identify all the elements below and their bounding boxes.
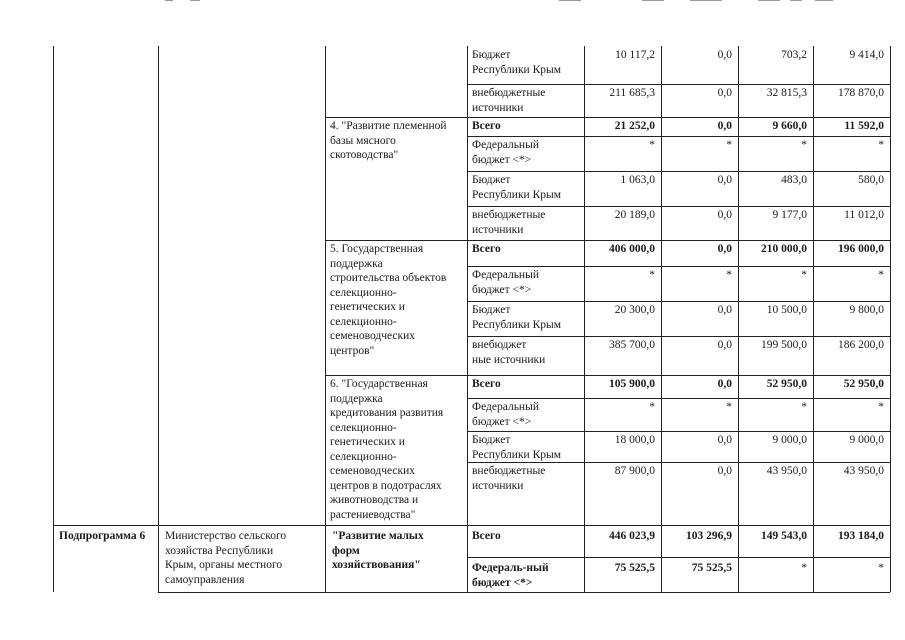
amount-cell: 211 685,3: [609, 87, 655, 99]
amount-cell: 105 900,0: [609, 378, 655, 390]
funding-source-line: Федераль-ный: [472, 562, 549, 574]
program-name-line: селекционно-: [330, 450, 397, 463]
program-name-line: семеноводческих: [330, 330, 416, 342]
row-divider: [467, 336, 890, 337]
program-name-line: базы мясного: [330, 134, 396, 147]
amount-cell: 703,2: [781, 49, 807, 61]
amount-cell: 0,0: [717, 243, 732, 255]
program-name-line: 6. "Государственная: [330, 378, 428, 390]
amount-cell: 9 000,0: [849, 434, 884, 446]
amount-cell: 0,0: [717, 465, 732, 477]
scan-mark: [642, 0, 664, 1]
amount-cell: 186 200,0: [838, 339, 884, 351]
scan-mark: [690, 0, 722, 1]
program-name-line: животноводства и: [330, 494, 419, 506]
amount-cell: 9 177,0: [772, 209, 807, 221]
funding-source-line: ные источники: [472, 353, 546, 366]
amount-cell: *: [801, 269, 807, 281]
funding-source-line: Республики Крым: [472, 63, 561, 76]
amount-cell: 0,0: [717, 87, 732, 99]
amount-cell: 52 950,0: [843, 378, 884, 390]
amount-cell: 10 500,0: [766, 304, 807, 316]
amount-cell: *: [726, 139, 732, 151]
amount-cell: *: [801, 401, 807, 413]
subprogram-label: Подпрограмма 6: [59, 530, 146, 542]
funding-source-line: внебюджетные: [472, 465, 546, 477]
amount-cell: 9 800,0: [849, 304, 884, 316]
amount-cell: 0,0: [717, 209, 732, 221]
amount-cell: 9 660,0: [772, 120, 807, 132]
funding-source-line: Федеральный: [472, 401, 539, 413]
col-divider: [738, 46, 739, 592]
subprogram-title-line: форм: [332, 544, 360, 557]
amount-cell: *: [726, 269, 732, 281]
funding-source-line: Бюджет: [472, 304, 511, 316]
program-name-line: семеноводческих: [330, 465, 416, 477]
amount-cell: 580,0: [858, 174, 884, 186]
program-name-line: поддержка: [330, 392, 383, 405]
scan-mark: [165, 0, 173, 1]
funding-source-line: Всего: [472, 243, 501, 255]
program-name-line: строительства объектов: [330, 272, 447, 284]
amount-cell: 10 117,2: [615, 49, 655, 61]
row-divider: [467, 398, 890, 399]
amount-cell: 21 252,0: [614, 120, 655, 132]
funding-source-line: бюджет <*>: [472, 576, 533, 589]
amount-cell: 210 000,0: [761, 243, 807, 255]
amount-cell: 20 300,0: [614, 304, 655, 316]
col-divider: [661, 46, 662, 592]
executor-line: Министерство сельского: [165, 530, 287, 542]
row-divider: [467, 462, 890, 463]
program-name-line: генетических и: [330, 301, 405, 313]
amount-cell: 52 950,0: [766, 378, 807, 390]
amount-cell: 178 870,0: [838, 87, 884, 99]
amount-cell: 20 189,0: [614, 209, 655, 221]
amount-cell: *: [878, 139, 884, 151]
amount-cell: 18 000,0: [614, 434, 655, 446]
amount-cell: *: [878, 269, 884, 281]
table-border-bottom: [158, 592, 890, 593]
funding-source-line: источники: [472, 223, 524, 236]
funding-source-line: Бюджет: [472, 49, 511, 61]
scan-mark: [790, 0, 802, 1]
amount-cell: 0,0: [717, 120, 732, 132]
funding-source-line: источники: [472, 479, 524, 492]
amount-cell: 0,0: [717, 339, 732, 351]
program-name-line: центров": [330, 344, 375, 357]
funding-source-line: Республики Крым: [472, 188, 561, 201]
funding-source-line: Федеральный: [472, 139, 539, 151]
funding-source-line: Всего: [472, 120, 501, 132]
subprogram-title-line: "Развитие малых: [332, 530, 424, 542]
funding-source-line: бюджет <*>: [472, 153, 532, 166]
program-name-line: растениеводства": [330, 508, 416, 521]
amount-cell: 0,0: [717, 174, 732, 186]
amount-cell: 196 000,0: [838, 243, 884, 255]
amount-cell: 483,0: [781, 174, 807, 186]
scan-mark: [559, 0, 581, 1]
amount-cell: 193 184,0: [838, 530, 884, 542]
amount-cell: 406 000,0: [609, 243, 655, 255]
funding-source-line: Всего: [472, 530, 501, 542]
program-name-line: кредитования развития: [330, 407, 444, 419]
row-divider: [467, 206, 890, 207]
amount-cell: 446 023,9: [609, 530, 655, 542]
col-divider: [158, 46, 159, 592]
amount-cell: *: [649, 401, 655, 413]
row-divider: [325, 117, 890, 118]
funding-source-line: Бюджет: [472, 434, 511, 446]
funding-source-line: Республики Крым: [472, 318, 561, 331]
funding-source-line: внебюджетные: [472, 87, 546, 99]
col-divider: [325, 46, 326, 592]
amount-cell: 0,0: [717, 49, 732, 61]
row-divider: [467, 171, 890, 172]
program-name-line: скотоводства": [330, 149, 399, 161]
amount-cell: 0,0: [717, 304, 732, 316]
amount-cell: 32 815,3: [766, 87, 807, 99]
program-name-line: селекционно-: [330, 286, 397, 299]
row-divider: [467, 301, 890, 302]
program-name-line: 4. "Развитие племенной: [330, 120, 447, 132]
amount-cell: 43 950,0: [843, 465, 884, 477]
subprogram-divider: [53, 525, 890, 526]
program-name-line: селекционно-: [330, 315, 397, 328]
amount-cell: *: [878, 562, 884, 574]
amount-cell: *: [649, 139, 655, 151]
funding-source-line: бюджет <*>: [472, 283, 532, 296]
amount-cell: 199 500,0: [761, 339, 807, 351]
row-divider: [467, 557, 890, 558]
program-name-line: центров в подотраслях: [330, 479, 442, 492]
amount-cell: 87 900,0: [614, 465, 655, 477]
amount-cell: *: [801, 139, 807, 151]
row-divider: [325, 240, 890, 241]
amount-cell: *: [726, 401, 732, 413]
row-divider: [325, 375, 890, 376]
amount-cell: 43 950,0: [766, 465, 807, 477]
amount-cell: 385 700,0: [609, 339, 655, 351]
row-divider: [467, 84, 890, 85]
amount-cell: *: [801, 562, 807, 574]
col-divider: [813, 46, 814, 592]
amount-cell: 75 525,5: [691, 562, 732, 574]
scan-mark: [815, 0, 833, 1]
subprogram-title-line: хозяйствования": [332, 559, 421, 571]
row-divider: [467, 136, 890, 137]
amount-cell: 11 592,0: [844, 120, 884, 132]
funding-source-line: источники: [472, 101, 524, 114]
amount-cell: 1 063,0: [620, 174, 655, 186]
amount-cell: 103 296,9: [686, 530, 732, 542]
amount-cell: 0,0: [717, 378, 732, 390]
table-border-left: [53, 46, 54, 592]
program-name-line: генетических и: [330, 436, 405, 448]
executor-line: хозяйства Республики: [165, 544, 274, 557]
amount-cell: *: [878, 401, 884, 413]
amount-cell: 9 414,0: [849, 49, 884, 61]
col-divider: [467, 46, 468, 592]
funding-source-line: Бюджет: [472, 174, 511, 186]
amount-cell: 149 543,0: [761, 530, 807, 542]
scan-mark: [758, 0, 780, 1]
program-name-line: селекционно-: [330, 421, 397, 434]
col-divider: [584, 46, 585, 592]
funding-source-line: бюджет <*>: [472, 415, 532, 428]
executor-line: самоуправления: [165, 573, 245, 586]
funding-source-line: внебюджет: [472, 339, 527, 351]
executor-line: Крым, органы местного: [165, 559, 283, 571]
funding-source-line: Федеральный: [472, 269, 539, 281]
amount-cell: 9 000,0: [772, 434, 807, 446]
amount-cell: 0,0: [717, 434, 732, 446]
funding-source-line: внебюджетные: [472, 209, 546, 221]
funding-source-line: Республики Крым: [472, 448, 561, 461]
amount-cell: 11 012,0: [844, 209, 884, 221]
row-divider: [467, 431, 890, 432]
program-name-line: 5. Государственная: [330, 243, 424, 255]
funding-source-line: Всего: [472, 378, 501, 390]
row-divider: [467, 266, 890, 267]
amount-cell: *: [649, 269, 655, 281]
table-border-right: [890, 46, 891, 592]
scan-mark: [190, 0, 200, 1]
program-name-line: поддержка: [330, 257, 383, 270]
amount-cell: 75 525,5: [614, 562, 655, 574]
